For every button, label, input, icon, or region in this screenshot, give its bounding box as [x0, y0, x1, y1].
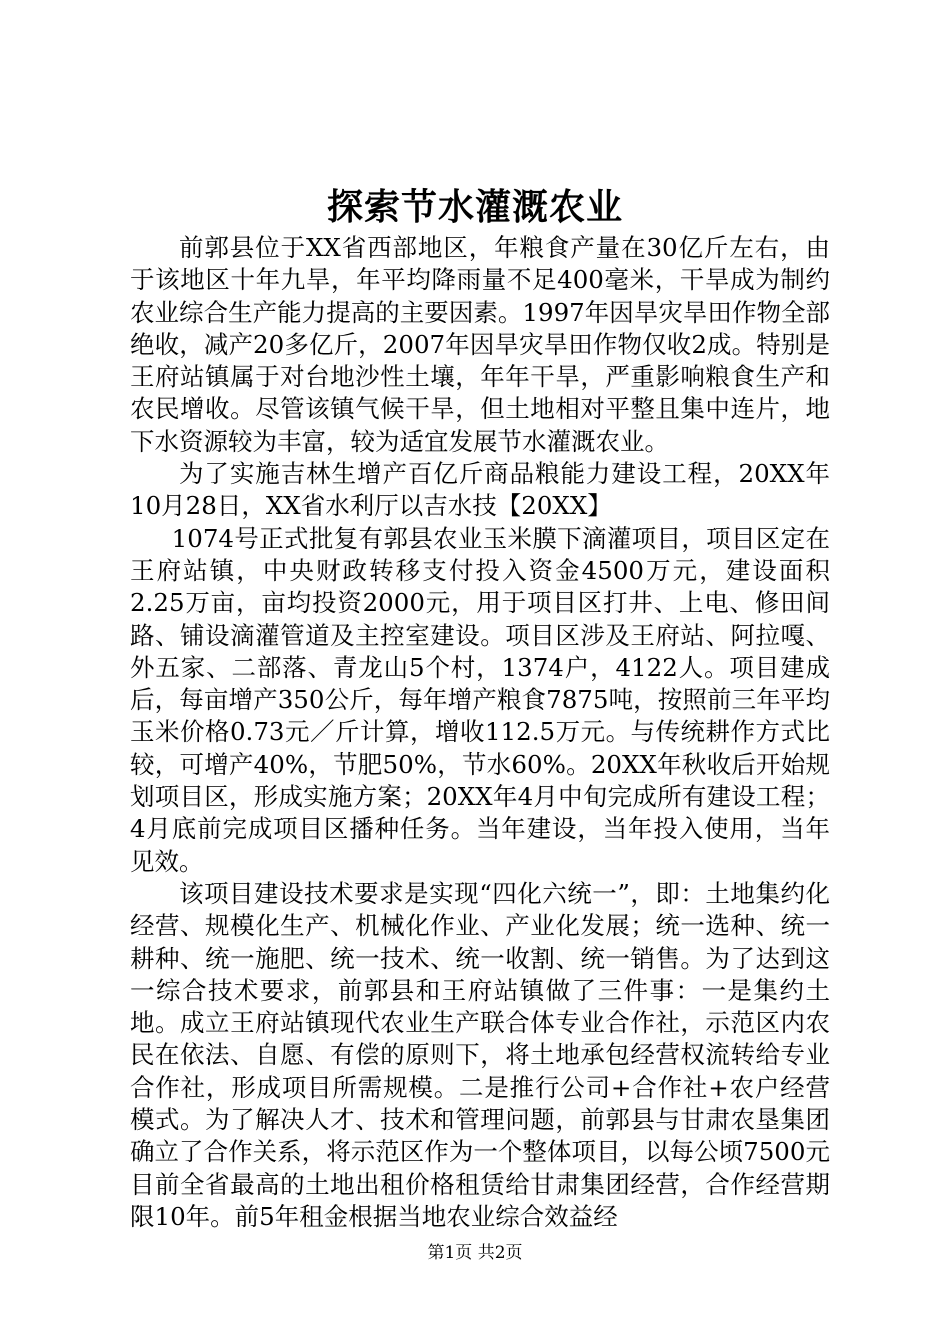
paragraph: 1074号正式批复有郭县农业玉米膜下滴灌项目，项目区定在王府站镇，中央财政转移支付投入资金4500万元，建设面积2.25万亩，亩均投资2000元，用于项目区打井、上电、修田间路、铺设滴灌管道及主控室建设。项目区涉及王府站、阿拉嘎、外五家、二部落、青龙山5个村，1374户，4122人。项目建成后，每亩增产350公斤，每年增产粮食7875吨，按照前三年平均玉米价格0.73元／斤计算，增收112.5万元。与传统耕作方式比较，可增产40%，节肥50%，节水60%。20XX年秋收后开始规划项目区，形成实施方案；20XX年4月中旬完成所有建设工程；4月底前完成项目区播种任务。当年建设，当年投入使用，当年见效。 [130, 523, 830, 876]
document-title: 探索节水灌溉农业 [326, 186, 623, 228]
paragraph: 为了实施吉林生增产百亿斤商品粮能力建设工程，20XX年10月28日，XX省水利厅以吉水技【20XX】 [130, 459, 830, 521]
paragraph: 前郭县位于XX省西部地区，年粮食产量在30亿斤左右，由于该地区十年九旱，年平均降雨量不足400毫米，干旱成为制约农业综合生产能力提高的主要因素。1997年因旱灾旱田作物全部绝收，减产20多亿斤，2007年因旱灾旱田作物仅收2成。特别是王府站镇属于对台地沙性土壤，年年干旱，严重影响粮食生产和农民增收。尽管该镇气候干旱，但土地相对平整且集中连片，地下水资源较为丰富，较为适宜发展节水灌溉农业。 [130, 233, 830, 456]
document-body [130, 232, 830, 1233]
paragraph: 该项目建设技术要求是实现“四化六统一”，即：土地集约化经营、规模化生产、机械化作业、产业化发展；统一选种、统一耕种、统一施肥、统一技术、统一收割、统一销售。为了达到这一综合技术要求，前郭县和王府站镇做了三件事：一是集约土地。成立王府站镇现代农业生产联合体专业合作社，示范区内农民在依法、自愿、有偿的原则下，将土地承包经营权流转给专业合作社，形成项目所需规模。二是推行公司+合作社+农户经营模式。为了解决人才、技术和管理问题，前郭县与甘肃农垦集团确立了合作关系，将示范区作为一个整体项目，以每公顷7500元目前全省最高的土地出租价格租赁给甘肃集团经营，合作经营期限10年。前5年租金根据当地农业综合效益经 [130, 878, 830, 1231]
page-footer: 第1页 共2页 [427, 1243, 523, 1263]
